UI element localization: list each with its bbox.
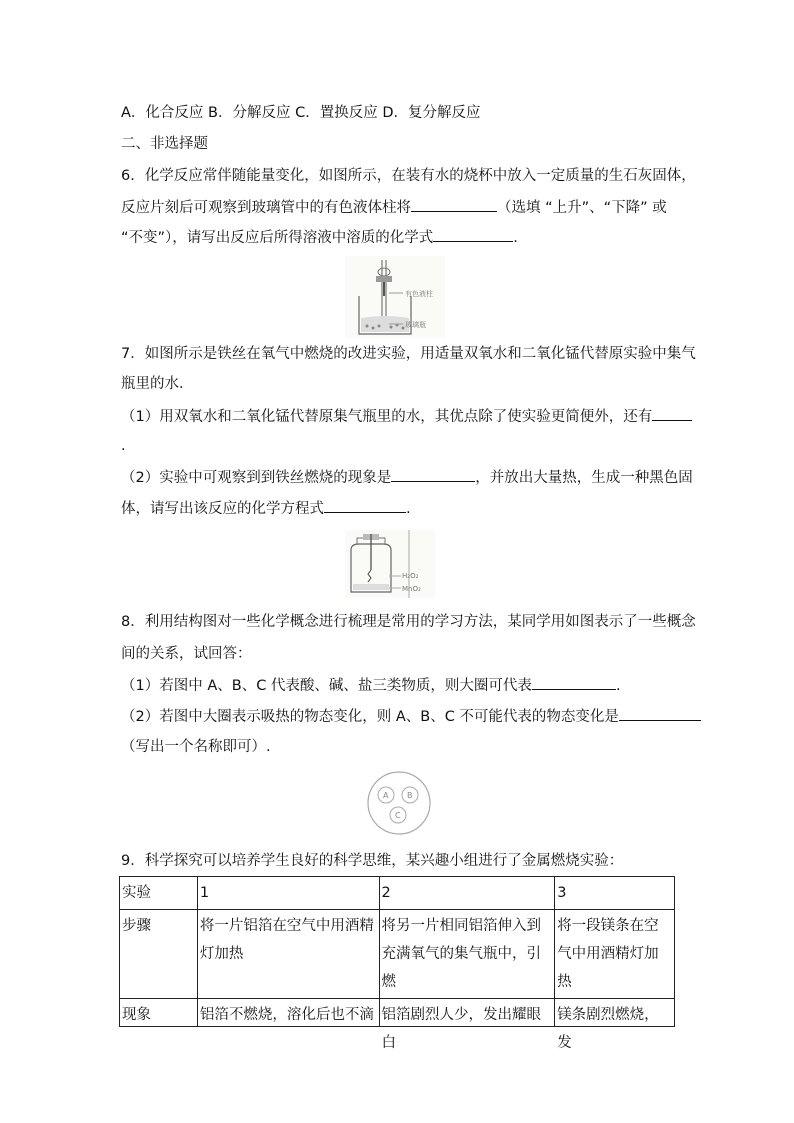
table-cell-text: 镁条剧烈燃烧，发 — [557, 1007, 659, 1051]
q7-blank-3[interactable] — [324, 498, 406, 513]
q8-sub1-post: . — [615, 678, 621, 694]
q6-line2 — [121, 197, 667, 218]
q8-line2: 间的关系，试回答： — [121, 646, 252, 662]
q7-line1: 7．如图所示是铁丝在氧气中燃烧的改进实验，用适量双氧水和二氧化锰代替原实验中集气 — [121, 346, 696, 362]
q7-blank-1[interactable] — [652, 406, 692, 421]
q6-blank-1[interactable] — [411, 197, 497, 212]
q7-fig-label-h2o2: H₂O₂ — [402, 572, 419, 580]
section-title: 二、非选择题 — [121, 136, 208, 152]
q7-sub1-text: （1）用双氧水和二氧化锰代替原集气瓶里的水，其优点除了使实验更简便外，还有 — [121, 409, 653, 425]
q8-blank-2[interactable] — [619, 706, 701, 721]
q7-sub2-line2 — [121, 498, 411, 519]
q9-line1: 9．科学探究可以培养学生良好的科学思维，某兴趣小组进行了金属燃烧实验： — [121, 853, 624, 869]
table-cell: 步骤 — [120, 910, 198, 999]
q7-figure — [345, 530, 435, 598]
table-cell: 将一片铝箔在空气中用酒精灯加热 — [197, 910, 379, 999]
q8-sub2 — [121, 706, 701, 727]
table-cell-text: 铝箔不燃烧，溶化后也不滴 — [199, 1007, 374, 1023]
q8-sub2-line2: （写出一个名称即可）. — [121, 739, 271, 755]
table-cell — [197, 999, 379, 1027]
q6-fig-label-liquid: 有色液柱 — [405, 290, 433, 298]
q6-blank-2[interactable] — [433, 227, 513, 242]
q6-line3-post: . — [513, 230, 518, 246]
q7-sub2-text: （2）实验中可观察到到铁丝燃烧的现象是 — [121, 470, 392, 486]
q7-fig-label-mno2: MnO₂ — [402, 585, 421, 593]
table-header-cell: 1 — [197, 877, 379, 910]
q9-table — [119, 876, 675, 1051]
q8-blank-1[interactable] — [532, 675, 616, 690]
table-row — [120, 910, 675, 999]
q8-circle-a: A — [383, 791, 389, 800]
q6-fig-label-beaker: 玻璃瓶 — [405, 321, 426, 329]
q7-sub2 — [121, 467, 693, 488]
q8-circle-b: B — [407, 791, 413, 800]
q6-figure — [345, 256, 445, 338]
q8-circle-c: C — [395, 811, 401, 820]
q8-sub1 — [121, 675, 621, 696]
q7-sub2-post: ，并放出大量热，生成一种黑色固 — [475, 470, 693, 486]
q7-line2: 瓶里的水． — [121, 376, 194, 392]
q8-sub1-text: （1）若图中 A、B、C 代表酸、碱、盐三类物质，则大圈可代表 — [121, 678, 532, 694]
table-header-cell: 3 — [555, 877, 675, 910]
table-row — [120, 999, 675, 1027]
table-row — [120, 877, 675, 910]
q7-blank-2[interactable] — [391, 467, 475, 482]
q7-sub1-dot: . — [121, 438, 126, 454]
table-cell — [379, 999, 555, 1051]
q6-line2-text: 反应片刻后可观察到玻璃管中的有色液体柱将 — [121, 200, 411, 216]
table-header-cell: 2 — [379, 877, 555, 910]
q8-sub2-text: （2）若图中大圈表示吸热的物态变化，则 A、B、C 不可能代表的物态变化是 — [121, 709, 619, 725]
table-header-cell: 实验 — [120, 877, 198, 910]
table-cell — [555, 999, 675, 1051]
q7-sub2-line2-post: . — [406, 501, 411, 517]
table-cell — [120, 999, 198, 1027]
table-cell: 将一段镁条在空气中用酒精灯加热 — [555, 910, 675, 999]
table-cell: 将另一片相同铝箔伸入到充满氧气的集气瓶中，引燃 — [379, 910, 555, 999]
q7-sub1 — [121, 406, 692, 427]
q8-line1: 8．利用结构图对一些化学概念进行梳理是常用的学习方法，某同学用如图表示了一些概念 — [121, 614, 696, 630]
q6-line1: 6．化学反应常伴随能量变化，如图所示，在装有水的烧杯中放入一定质量的生石灰固体， — [121, 168, 696, 184]
q7-sub2-line2-text: 体，请写出该反应的化学方程式 — [121, 501, 324, 517]
table-cell-text: 铝箔剧烈人少，发出耀眼白 — [381, 1007, 542, 1051]
table-cell-text: 现象 — [122, 1007, 151, 1023]
q8-figure — [366, 770, 432, 836]
q6-line3-text: “不变”），请写出反应后所得溶液中溶质的化学式 — [121, 230, 434, 246]
q5-options: A．化合反应 B．分解反应 C．置换反应 D．复分解反应 — [121, 105, 481, 121]
q6-line3 — [121, 227, 518, 248]
q6-line2-post: （选填 “上升”、“下降” 或 — [497, 200, 667, 216]
